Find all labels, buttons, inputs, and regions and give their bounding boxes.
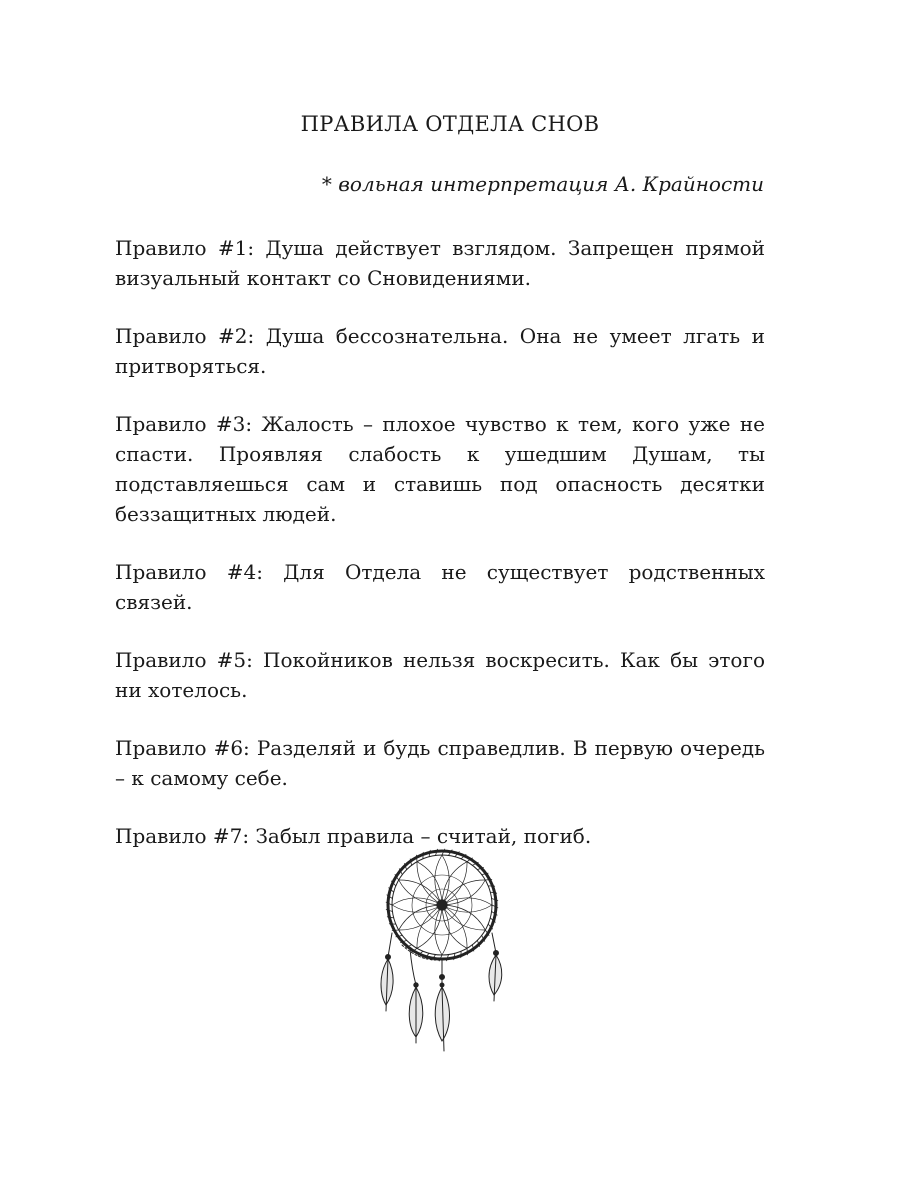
page-title: ПРАВИЛА ОТДЕЛА СНОВ xyxy=(300,112,600,136)
rule-3: Правило #3: Жалость – плохое чувство к тем, кого уже не спасти. Проявляя слабость к ушедшим Душам, ты подставляешься сам и ставишь под опасность десятки беззащитных людей. xyxy=(115,412,765,526)
rule-4: Правило #4: Для Отдела не существует родственных связей. xyxy=(115,560,765,614)
rule-6: Правило #6: Разделяй и будь справедлив. В первую очередь – к самому себе. xyxy=(115,736,765,790)
epigraph: * вольная интерпретация А. Крайности xyxy=(321,172,764,196)
rules-list xyxy=(115,233,765,851)
rule-7: Правило #7: Забыл правила – считай, погиб. xyxy=(115,824,592,848)
dreamcatcher-icon xyxy=(372,845,512,1055)
rule-2: Правило #2: Душа бессознательна. Она не умеет лгать и притворяться. xyxy=(115,324,765,378)
rule-5: Правило #5: Покойников нельзя воскресить. Как бы этого ни хотелось. xyxy=(115,648,765,702)
rule-1: Правило #1: Душа действует взглядом. Запрещен прямой визуальный контакт со Сновидениями. xyxy=(115,236,765,290)
